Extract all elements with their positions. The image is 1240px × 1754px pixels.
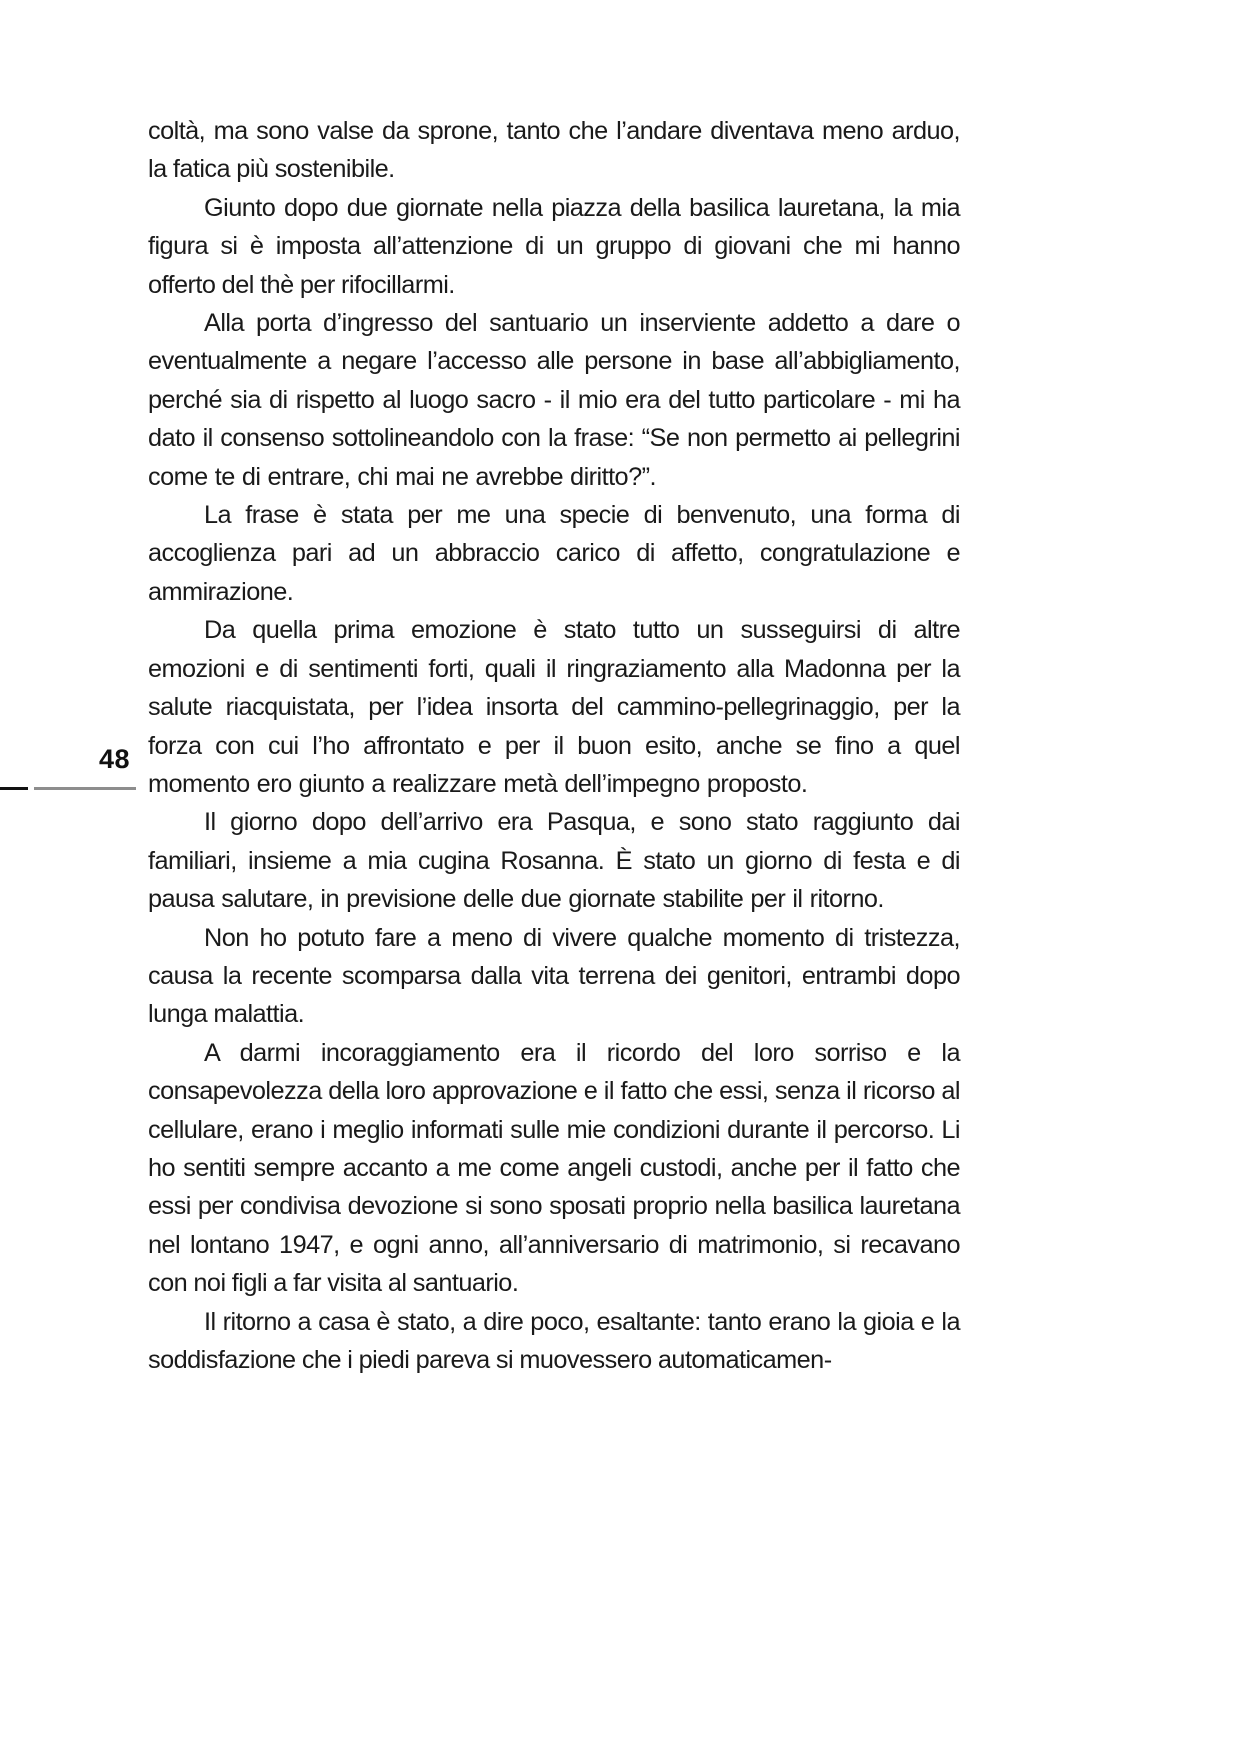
paragraph-2: Giunto dopo due giornate nella piazza della basilica lauretana, la mia figura si è imposta all’attenzione di un gruppo di giovani che mi hanno offerto del thè per rifocillarmi. xyxy=(148,193,960,299)
paragraph-9: Il ritorno a casa è stato, a dire poco, esaltante: tanto erano la gioia e la soddisfazione che i piedi pareva si muovessero automaticamen- xyxy=(148,1307,960,1374)
paragraph-3: Alla porta d’ingresso del santuario un inserviente addetto a dare o eventualmente a negare l’accesso alle persone in base all’abbigliamento, perché sia di rispetto al luogo sacro - il mio era del tutto particolare - mi ha dato il consenso sottolineandolo con la frase: “Se non permetto ai pellegrini come te di entrare, chi mai ne avrebbe diritto?”. xyxy=(148,309,960,491)
paragraph-6: Il giorno dopo dell’arrivo era Pasqua, e sono stato raggiunto dai familiari, insieme a mia cugina Rosanna. È stato un giorno di festa e di pausa salutare, in previsione delle due giornate stabilite per il ritorno. xyxy=(148,808,960,914)
paragraph-7: Non ho potuto fare a meno di vivere qualche momento di tristezza, causa la recente scomparsa dalla vita terrena dei genitori, entrambi dopo lunga malattia. xyxy=(148,923,960,1029)
paragraph-8: A darmi incoraggiamento era il ricordo del loro sorriso e la consapevolezza della loro approvazione e il fatto che essi, senza il ricorso al cellulare, erano i meglio informati sulle mie condizioni durante il percorso. Li ho sentiti sempre accanto a me come angeli custodi, anche per il fatto che essi per condivisa devozione si sono sposati proprio nella basilica lauretana nel lontano 1947, e ogni anno, all’anniversario di matrimonio, si recavano con noi figli a far visita al santuario. xyxy=(148,1038,960,1298)
folio-rule-gray-segment xyxy=(34,787,136,790)
folio-rule-dark-segment xyxy=(0,787,28,790)
folio-block xyxy=(0,744,148,874)
paragraph-1: coltà, ma sono valse da sprone, tanto che l’andare diventava meno arduo, la fatica più sostenibile. xyxy=(148,117,960,184)
paragraph-4: La frase è stata per me una specie di benvenuto, una forma di accoglienza pari ad un abbraccio carico di affetto, congratulazione e ammirazione. xyxy=(148,501,960,606)
page-number: 48 xyxy=(98,744,130,774)
paragraph-5: Da quella prima emozione è stato tutto un susseguirsi di altre emozioni e di sentimenti forti, quali il ringraziamento alla Madonna per la salute riacquistata, per l’idea insorta del cammino-pellegrinaggio, per la forza con cui l’ho affrontato e per il buon esito, anche se fino a quel momento ero giunto a realizzare metà dell’impegno proposto. xyxy=(148,616,960,798)
folio-rule xyxy=(0,787,136,790)
body-text-column xyxy=(148,112,960,1379)
